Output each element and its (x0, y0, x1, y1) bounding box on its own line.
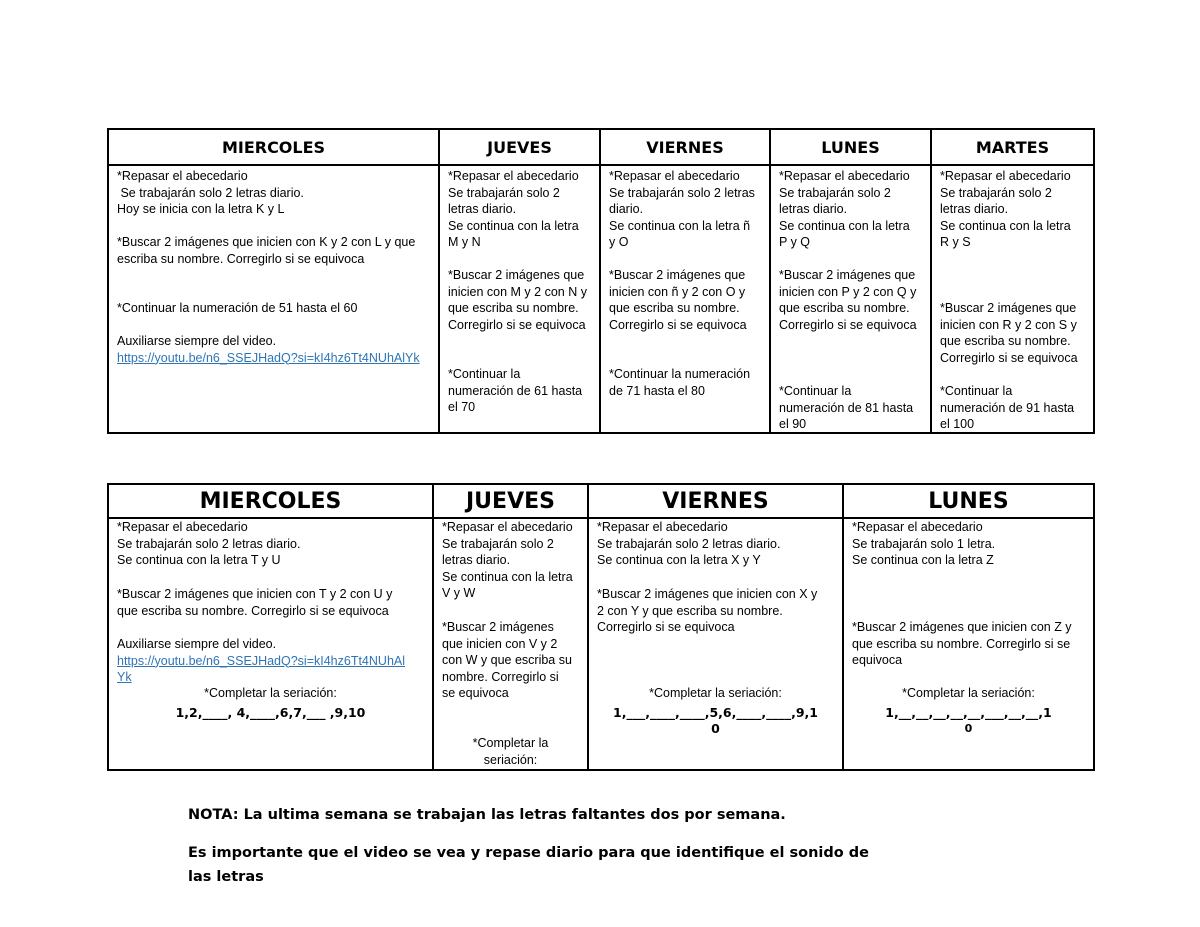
search-images-block: *Buscar 2 imágenes que inicien con Z y que escriba su nombre. Corregirlo si se equivoca (852, 620, 1072, 668)
review-block: *Repasar el abecedario Se trabajarán solo 2 letras diario. Se continua con la letra T y U (117, 520, 301, 568)
seriation-exercise: 1,___,____,____,5,6,____,____,9,1 (613, 704, 818, 720)
numbering-block: *Continuar la numeración de 71 hasta el 80 (609, 367, 751, 398)
seriation-exercise: 1,2,____, 4,____,6,7,___ ,9,10 (175, 704, 366, 720)
review-block: *Repasar el abecedario Se trabajarán solo 2 letras diario. Hoy se inicia con la letra K y L (117, 169, 304, 217)
cell-martes (931, 165, 1094, 433)
header-jueves: JUEVES (439, 129, 600, 165)
numbering-block: *Continuar la numeración de 91 hasta el 100 (940, 384, 1075, 432)
seriation-block (109, 685, 432, 721)
search-images-block: *Buscar 2 imágenes que inicien con T y 2 con U y que escriba su nombre. Corregirlo si se equivoca (117, 587, 393, 618)
note-important: Es importante que el video se vea y repase diario para que identifique el sonido de las letras (188, 845, 869, 885)
search-images-block: *Buscar 2 imágenes que inicien con M y 2 con N y que escriba su nombre. Corregirlo si se equivoca (448, 268, 587, 332)
search-images-block: *Buscar 2 imágenes que inicien con R y 2 con S y que escriba su nombre. Corregirlo si se equivoca (940, 301, 1078, 365)
numbering-block: *Continuar la numeración de 81 hasta el 90 (779, 384, 914, 432)
content-row (108, 518, 1094, 770)
header-miercoles: MIERCOLES (108, 484, 433, 518)
note-last-week: NOTA: La ultima semana se trabajan las letras faltantes dos por semana. (188, 807, 786, 823)
header-row (108, 484, 1094, 518)
seriation-label: *Completar la seriación: (649, 686, 782, 700)
header-lunes: LUNES (843, 484, 1094, 518)
review-block: *Repasar el abecedario Se trabajarán solo 2 letras diario. Se continua con la letra V y W (442, 520, 573, 601)
review-block: *Repasar el abecedario Se trabajarán solo 2 letras diario. Se continua con la letra R y S (940, 169, 1071, 250)
header-lunes: LUNES (770, 129, 931, 165)
header-miercoles: MIERCOLES (108, 129, 439, 165)
seriation-block (589, 685, 842, 738)
search-images-block: *Buscar 2 imágenes que inicien con K y 2 con L y que escriba su nombre. Corregirlo si se equivoca (117, 235, 416, 266)
review-block: *Repasar el abecedario Se trabajarán solo 1 letra. Se continua con la letra Z (852, 520, 996, 568)
cell-jueves (433, 518, 588, 770)
seriation-block (434, 735, 587, 768)
seriation-label-continued: seriación: (483, 752, 538, 767)
video-link[interactable]: https://youtu.be/n6_SSEJHadQ?si=kI4hz6Tt4NUhAlYk (117, 350, 420, 365)
header-jueves: JUEVES (433, 484, 588, 518)
video-link-continued[interactable]: Yk (117, 670, 132, 685)
cell-lunes (843, 518, 1094, 770)
cell-viernes (600, 165, 770, 433)
schedule-table-week-1 (107, 128, 1095, 434)
review-block: *Repasar el abecedario Se trabajarán solo 2 letras diario. Se continua con la letra X y Y (597, 520, 781, 568)
header-viernes: VIERNES (600, 129, 770, 165)
header-viernes: VIERNES (588, 484, 843, 518)
search-images-block: *Buscar 2 imágenes que inicien con ñ y 2 con O y que escriba su nombre. Corregirlo si se equivoca (609, 268, 747, 332)
seriation-label: *Completar la (472, 736, 549, 750)
numbering-block: *Continuar la numeración de 61 hasta el 70 (448, 367, 583, 415)
cell-miercoles (108, 518, 433, 770)
review-block: *Repasar el abecedario Se trabajarán solo 2 letras diario. Se continua con la letra ñ y O (609, 169, 755, 250)
seriation-exercise: 1,__,__,__,__,__,___,__,__,1 (885, 704, 1052, 720)
content-row (108, 165, 1094, 433)
seriation-exercise-continued: 0 (711, 721, 720, 737)
cell-viernes (588, 518, 843, 770)
numbering-block: *Continuar la numeración de 51 hasta el 60 (117, 301, 358, 315)
cell-lunes (770, 165, 931, 433)
review-block: *Repasar el abecedario Se trabajarán solo 2 letras diario. Se continua con la letra M y N (448, 169, 579, 250)
video-block: Auxiliarse siempre del video. https://youtu.be/n6_SSEJHadQ?si=kI4hz6Tt4NUhAlYk (117, 333, 434, 366)
seriation-label: *Completar la seriación: (902, 686, 1035, 700)
search-images-block: *Buscar 2 imágenes que inicien con P y 2 con Q y que escriba su nombre. Corregirlo si se equivoca (779, 268, 917, 332)
seriation-label: *Completar la seriación: (204, 686, 337, 700)
header-martes: MARTES (931, 129, 1094, 165)
schedule-table-week-2 (107, 483, 1095, 771)
search-images-block: *Buscar 2 imágenes que inicien con X y 2 con Y y que escriba su nombre. Corregirlo si se equivoca (597, 587, 818, 635)
review-block: *Repasar el abecedario Se trabajarán solo 2 letras diario. Se continua con la letra P y Q (779, 169, 910, 250)
header-row (108, 129, 1094, 165)
seriation-exercise-continued: 0 (964, 722, 973, 736)
seriation-block (844, 685, 1093, 738)
cell-jueves (439, 165, 600, 433)
search-images-block: *Buscar 2 imágenes que inicien con V y 2 con W y que escriba su nombre. Corregirlo si se equivoca (442, 620, 572, 701)
video-link[interactable]: https://youtu.be/n6_SSEJHadQ?si=kI4hz6Tt4NUhAl (117, 653, 406, 668)
cell-miercoles (108, 165, 439, 433)
video-block: Auxiliarse siempre del video. https://youtu.be/n6_SSEJHadQ?si=kI4hz6Tt4NUhAl Yk (117, 636, 428, 686)
